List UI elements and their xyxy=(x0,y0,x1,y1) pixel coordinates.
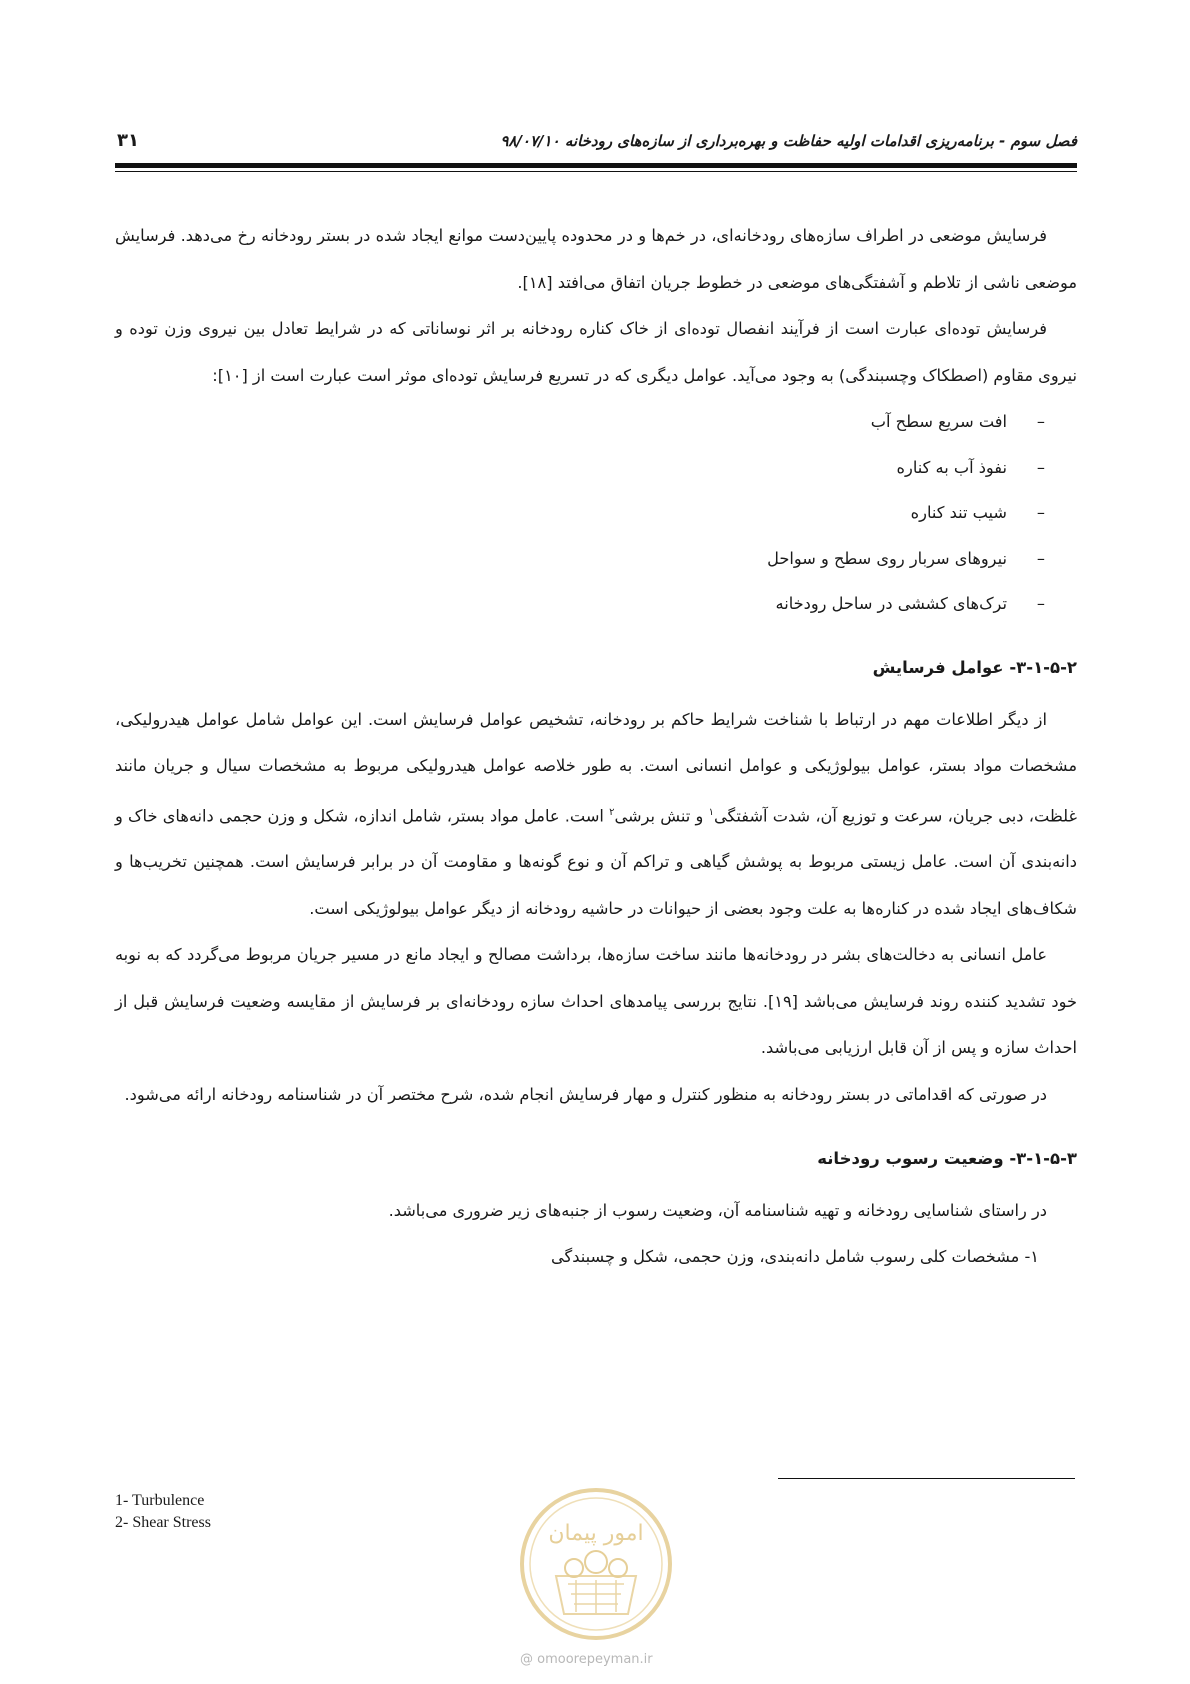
watermark-site: @ omoorepeyman.ir xyxy=(520,1652,653,1667)
numbered-item: ۱- مشخصات کلی رسوب شامل دانه‌بندی، وزن حجمی، شکل و چسبندگی xyxy=(551,1246,1039,1266)
footnote-rule xyxy=(778,1478,1075,1479)
paragraph-local-erosion: فرسایش موضعی در اطراف سازه‌های رودخانه‌ای، در خم‌ها و در محدوده پایین‌دست موانع ایجاد شده در بستر رودخانه رخ می‌دهد. فرسایش موضعی ناشی از تلاطم و آشفتگی‌های موضعی در خطوط جریان اتفاق می‌افتد [۱۸]. xyxy=(115,226,1077,292)
chapter-title: فصل سوم - برنامه‌ریزی اقدامات اولیه حفاظت و بهره‌برداری از سازه‌های رودخانه ۹۸/۰۷/۱۰ xyxy=(500,132,1077,150)
watermark-logo-text: امور پیمان xyxy=(548,1521,644,1546)
page-header xyxy=(115,126,1077,166)
footnote-1: 1- Turbulence xyxy=(115,1492,205,1509)
paragraph-human-factor: عامل انسانی به دخالت‌های بشر در رودخانه‌ها مانند ساخت سازه‌ها، برداشت مصالح و ایجاد مانع در مسیر جریان مربوط می‌گردد که به نوبه خود تشدید کننده روند فرسایش می‌باشد [۱۹]. نتایج بررسی پیامدهای احداث سازه رودخانه‌ای بر فرسایش از مقایسه وضعیت فرسایش قبل از احداث سازه و پس از آن قابل ارزیابی می‌باشد. xyxy=(115,945,1077,1058)
paragraph-mass-erosion: فرسایش توده‌ای عبارت است از فرآیند انفصال توده‌ای از خاک کناره رودخانه بر اثر نوساناتی که در شرایط تعادل بین نیروی وزن توده و نیروی مقاوم (اصطکاک وچسبندگی) به وجود می‌آید. عوامل دیگری که در تسریع فرسایش توده‌ای موثر است عبارت است از [۱۰]: xyxy=(115,319,1077,385)
paragraph-erosion-factors: از دیگر اطلاعات مهم در ارتباط با شناخت شرایط حاکم بر رودخانه، تشخیص عوامل فرسایش است. این عوامل شامل عوامل هیدرولیکی، مشخصات مواد بستر، عوامل بیولوژیکی و عوامل انسانی است. به طور خلاصه عوامل هیدرولیکی مربوط به مشخصات سیال و جریان مانند غلظت، دبی جریان، سرعت و توزیع آن، شدت آشفتگی$^۱$ و تنش برشی$^۲$ است. عامل مواد بستر، شامل اندازه، شکل و وزن حجمی دانه‌های خاک و دانه‌بندی آن است. عامل زیستی مربوط به پوشش گیاهی و تراکم آن و نوع گونه‌ها و مقاومت آن در برابر فرسایش است. همچنین تخریب‌ها و شکاف‌های ایجاد شده در کناره‌ها به علت وجود بعضی از حیوانات در حاشیه رودخانه از دیگر عوامل بیولوژیکی است. xyxy=(115,709,1077,918)
paragraph-control-measures: در صورتی که اقداماتی در بستر رودخانه به منظور کنترل و مهار فرسایش انجام شده، شرح مختصر آن در شناسنامه رودخانه ارائه می‌شود. xyxy=(124,1084,1047,1104)
footnote-ref-2: ۲ xyxy=(609,806,615,818)
page-number: ۳۱ xyxy=(117,130,139,151)
erosion-factors-list xyxy=(115,399,1077,627)
header-rule-thin xyxy=(115,171,1077,172)
list-item: –نیروهای سربار روی سطح و سواحل xyxy=(767,548,1045,568)
header-rule-thick xyxy=(115,163,1077,168)
footnote-2: 2- Shear Stress xyxy=(115,1514,211,1531)
section-heading-erosion-factors: ۳-۱-۵-۲- عوامل فرسایش xyxy=(872,657,1077,677)
page-body xyxy=(115,213,1077,1278)
paragraph-sediment-intro: در راستای شناسایی رودخانه و تهیه شناسنامه آن، وضعیت رسوب از جنبه‌های زیر ضروری می‌باشد. xyxy=(388,1201,1047,1221)
watermark-logo-icon xyxy=(516,1484,676,1644)
list-item: –شیب تند کناره xyxy=(910,503,1045,522)
footnotes xyxy=(115,1490,211,1534)
footnote-ref-1: ۱ xyxy=(708,806,714,818)
list-item: –افت سریع سطح آب xyxy=(870,412,1045,431)
section-heading-sediment: ۳-۱-۵-۳- وضعیت رسوب رودخانه xyxy=(817,1149,1077,1169)
list-item: –ترک‌های کششی در ساحل رودخانه xyxy=(775,594,1045,613)
list-item: –نفوذ آب به کناره xyxy=(896,457,1045,477)
